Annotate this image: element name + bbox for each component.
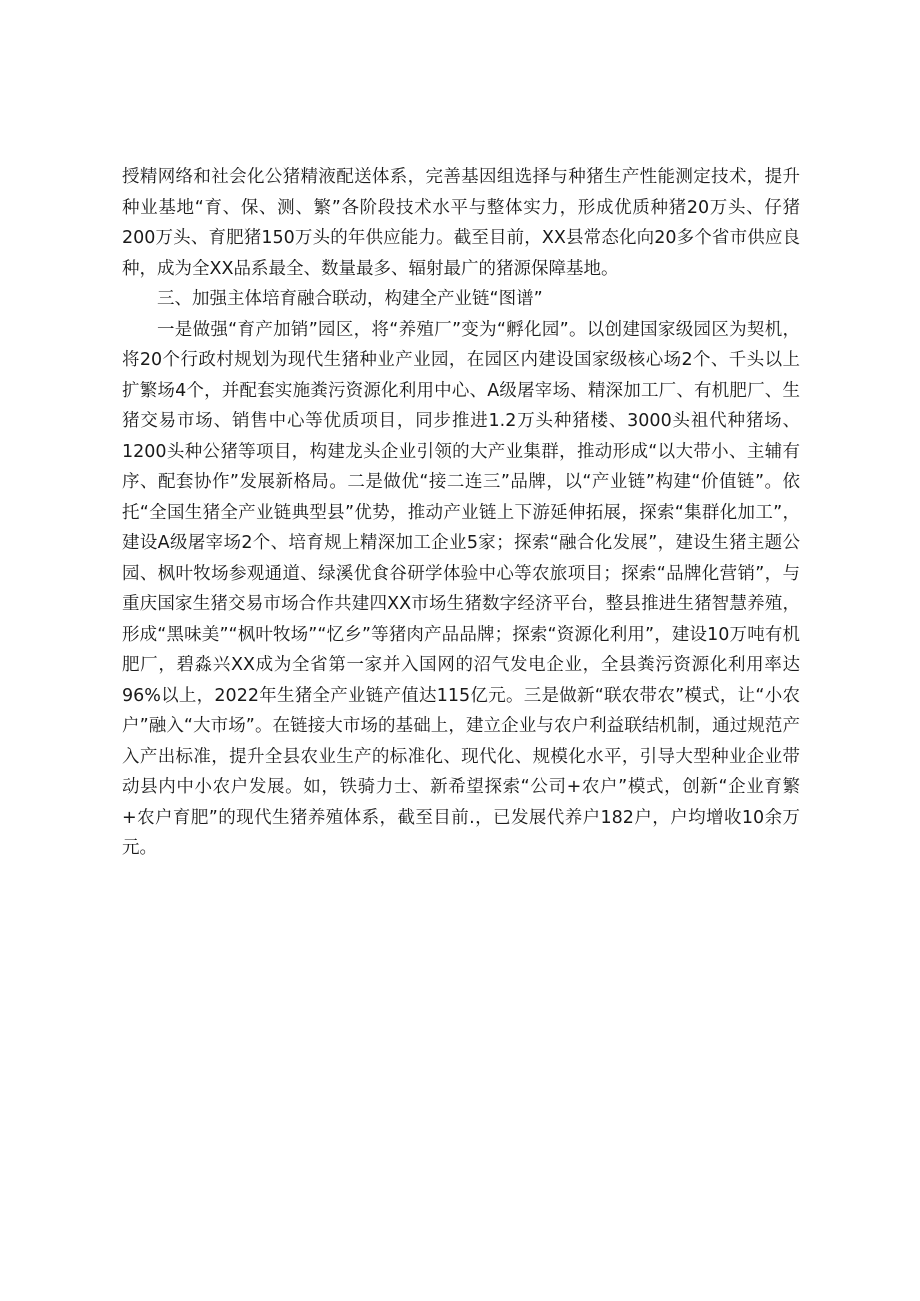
document-body — [122, 162, 800, 864]
paragraph-continuation: 授精网络和社会化公猪精液配送体系，完善基因组选择与种猪生产性能测定技术，提升种业基地“育、保、测、繁”各阶段技术水平与整体实力，形成优质种猪20万头、仔猪200万头、育肥猪150万头的年供应能力。截至目前，XX县常态化向20多个省市供应良种，成为全XX品系最全、数量最多、辐射最广的猪源保障基地。 — [122, 167, 800, 279]
section-heading: 三、加强主体培育融合联动，构建全产业链“图谱” — [157, 289, 543, 309]
paragraph-body: 一是做强“育产加销”园区，将“养殖厂”变为“孵化园”。以创建国家级园区为契机，将20个行政村规划为现代生猪种业产业园，在园区内建设国家级核心场2个、千头以上扩繁场4个，并配套实施粪污资源化利用中心、A级屠宰场、精深加工厂、有机肥厂、生猪交易市场、销售中心等优质项目，同步推进1.2万头种猪楼、3000头祖代种猪场、1200头种公猪等项目，构建龙头企业引领的大产业集群，推动形成“以大带小、主辅有序、配套协作”发展新格局。二是做优“接二连三”品牌，以“产业链”构建“价值链”。依托“全国生猪全产业链典型县”优势，推动产业链上下游延伸拓展，探索“集群化加工”，建设A级屠宰场2个、培育规上精深加工企业5家；探索“融合化发展”，建设生猪主题公园、枫叶牧场参观通道、绿溪优食谷研学体验中心等农旅项目；探索“品牌化营销”，与重庆国家生猪交易市场合作共建四XX市场生猪数字经济平台，整县推进生猪智慧养殖，形成“黑味美”“枫叶牧场”“忆乡”等猪肉产品品牌；探索“资源化利用”，建设10万吨有机肥厂，碧淼兴XX成为全省第一家并入国网的沼气发电企业，全县粪污资源化利用率达96%以上，2022年生猪全产业链产值达115亿元。三是做新“联农带农”模式，让“小农户”融入“大市场”。在链接大市场的基础上，建立企业与农户利益联结机制，通过规范产入产出标准，提升全县农业生产的标准化、现代化、规模化水平，引导大型种业企业带动县内中小农户发展。如，铁骑力士、新希望探索“公司+农户”模式，创新“企业育繁+农户育肥”的现代生猪养殖体系，截至目前.，已发展代养户182户，户均增收10余万元。 — [122, 319, 800, 858]
